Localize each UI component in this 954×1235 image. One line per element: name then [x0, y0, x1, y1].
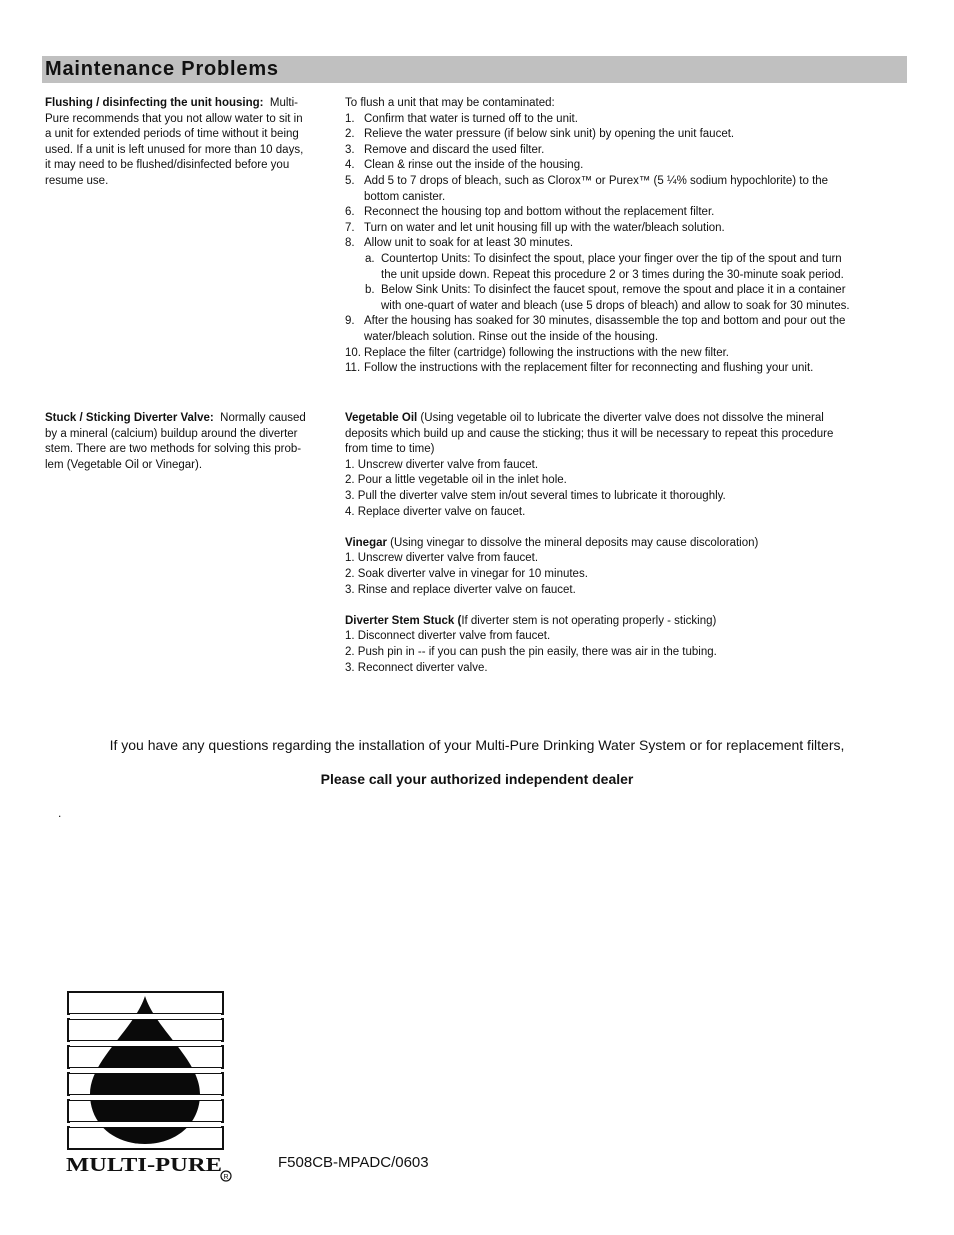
flushing-steps — [345, 96, 910, 377]
flushing-text-line: it may need to be flushed/disinfected before you — [45, 159, 290, 172]
section-title: Maintenance Problems — [45, 58, 279, 80]
flushing-sub-step: a. Countertop Units: To disinfect the spout, place your finger over the tip of the spout and turn — [365, 252, 842, 265]
vinegar-step: 2. Soak diverter valve in vinegar for 10 minutes. — [345, 567, 588, 580]
diverter-methods — [345, 411, 910, 676]
stem-stuck-step: 3. Reconnect diverter valve. — [345, 661, 488, 674]
registered-mark: R — [223, 1174, 229, 1181]
flushing-step: 1. Confirm that water is turned off to the unit. — [345, 112, 578, 125]
multi-pure-logo — [64, 990, 236, 1185]
flushing-text-line: used. If a unit is left unused for more than 10 days, — [45, 143, 304, 156]
diverter-text-line: lem (Vegetable Oil or Vinegar). — [45, 458, 203, 471]
flushing-step-continuation: bottom canister. — [364, 190, 446, 203]
section-header-banner — [42, 56, 907, 83]
flushing-step: 5. Add 5 to 7 drops of bleach, such as Clorox™ or Purex™ (5 ¼% sodium hypochlorite) to the — [345, 174, 829, 187]
flushing-sub-step-continuation: the unit upside down. Repeat this procedure 2 or 3 times during the 30-minute soak period. — [381, 268, 844, 281]
questions-text: If you have any questions regarding the installation of your Multi-Pure Drinking Water System or for replacement filters, — [109, 737, 845, 753]
water-drop-logo-icon — [64, 990, 236, 1185]
flushing-step: 2. Relieve the water pressure (if below sink unit) by opening the unit faucet. — [345, 128, 735, 141]
flushing-step: 9. After the housing has soaked for 30 minutes, disassemble the top and bottom and pour out the — [345, 315, 846, 328]
vegetable-oil-step: 2. Pour a little vegetable oil in the inlet hole. — [345, 474, 567, 487]
vegetable-oil-title: Vegetable Oil — [345, 412, 418, 424]
flushing-step: 4. Clean & rinse out the inside of the housing. — [345, 159, 584, 172]
flushing-text-line: Pure recommends that you not allow water to sit in — [45, 112, 303, 125]
vegetable-oil-step: 3. Pull the diverter valve stem in/out several times to lubricate it thoroughly. — [345, 489, 726, 502]
document-code: F508CB-MPADC/0603 — [278, 1154, 429, 1171]
flushing-step: 10. Replace the filter (cartridge) following the instructions with the new filter. — [345, 346, 729, 359]
flushing-sub-step: b. Below Sink Units: To disinfect the faucet spout, remove the spout and place it in a container — [365, 284, 846, 297]
flushing-step: 6. Reconnect the housing top and bottom without the replacement filter. — [345, 206, 715, 219]
stem-stuck-heading-line: Diverter Stem Stuck (If diverter stem is not operating properly - sticking) — [345, 614, 717, 627]
vegetable-oil-heading-line: Vegetable Oil (Using vegetable oil to lubricate the diverter valve does not dissolve the mineral — [345, 412, 824, 424]
flushing-sub-step-continuation: with one-quart of water and bleach (use 5 drops of bleach) and allow to soak for 30 minutes. — [381, 299, 850, 312]
vegetable-oil-desc: from time to time) — [345, 443, 435, 456]
flushing-first-tail: Multi- — [269, 97, 298, 109]
vegetable-oil-step: 4. Replace diverter valve on faucet. — [345, 505, 526, 518]
flushing-step: 11. Follow the instructions with the replacement filter for reconnecting and flushing your unit. — [345, 362, 814, 375]
stem-stuck-step: 1. Disconnect diverter valve from faucet. — [345, 630, 551, 643]
flushing-first-line — [45, 96, 335, 112]
flushing-step-continuation: water/bleach solution. Rinse out the inside of the housing. — [364, 330, 659, 343]
diverter-heading: Stuck / Sticking Diverter Valve: — [45, 412, 214, 424]
flushing-step: 8. Allow unit to soak for at least 30 minutes. — [345, 237, 574, 250]
flushing-step: 7. Turn on water and let unit housing fill up with the water/bleach solution. — [345, 221, 725, 234]
stem-stuck-step: 2. Push pin in -- if you can push the pin easily, there was air in the tubing. — [345, 645, 717, 658]
flushing-description — [45, 96, 335, 190]
flushing-heading: Flushing / disinfecting the unit housing: — [45, 97, 264, 109]
diverter-text-line: by a mineral (calcium) buildup around the diverter — [45, 427, 298, 440]
diverter-text-line: stem. There are two methods for solving this prob- — [45, 443, 302, 456]
vinegar-step: 1. Unscrew diverter valve from faucet. — [345, 552, 539, 565]
flushing-text-line: resume use. — [45, 174, 109, 187]
call-dealer-text: Please call your authorized independent dealer — [320, 771, 634, 787]
vinegar-heading-line: Vinegar (Using vinegar to dissolve the mineral deposits may cause discoloration) — [345, 536, 759, 549]
stray-dot: . — [58, 806, 62, 820]
flushing-text-line: a unit for extended periods of time without it being — [45, 128, 299, 141]
diverter-description — [45, 411, 335, 473]
logo-wordmark: MULTI-PURE — [66, 1154, 222, 1176]
diverter-first-line: Stuck / Sticking Diverter Valve: Normally caused — [45, 412, 306, 424]
flushing-step: 3. Remove and discard the used filter. — [345, 143, 545, 156]
vegetable-oil-step: 1. Unscrew diverter valve from faucet. — [345, 458, 539, 471]
vinegar-title: Vinegar — [345, 536, 387, 549]
stem-stuck-title: Diverter Stem Stuck ( — [345, 614, 462, 627]
vinegar-step: 3. Rinse and replace diverter valve on faucet. — [345, 583, 576, 596]
flushing-steps-intro: To flush a unit that may be contaminated: — [345, 97, 555, 109]
vegetable-oil-desc: deposits which build up and cause the sticking; thus it will be necessary to repeat this procedure — [345, 427, 834, 440]
